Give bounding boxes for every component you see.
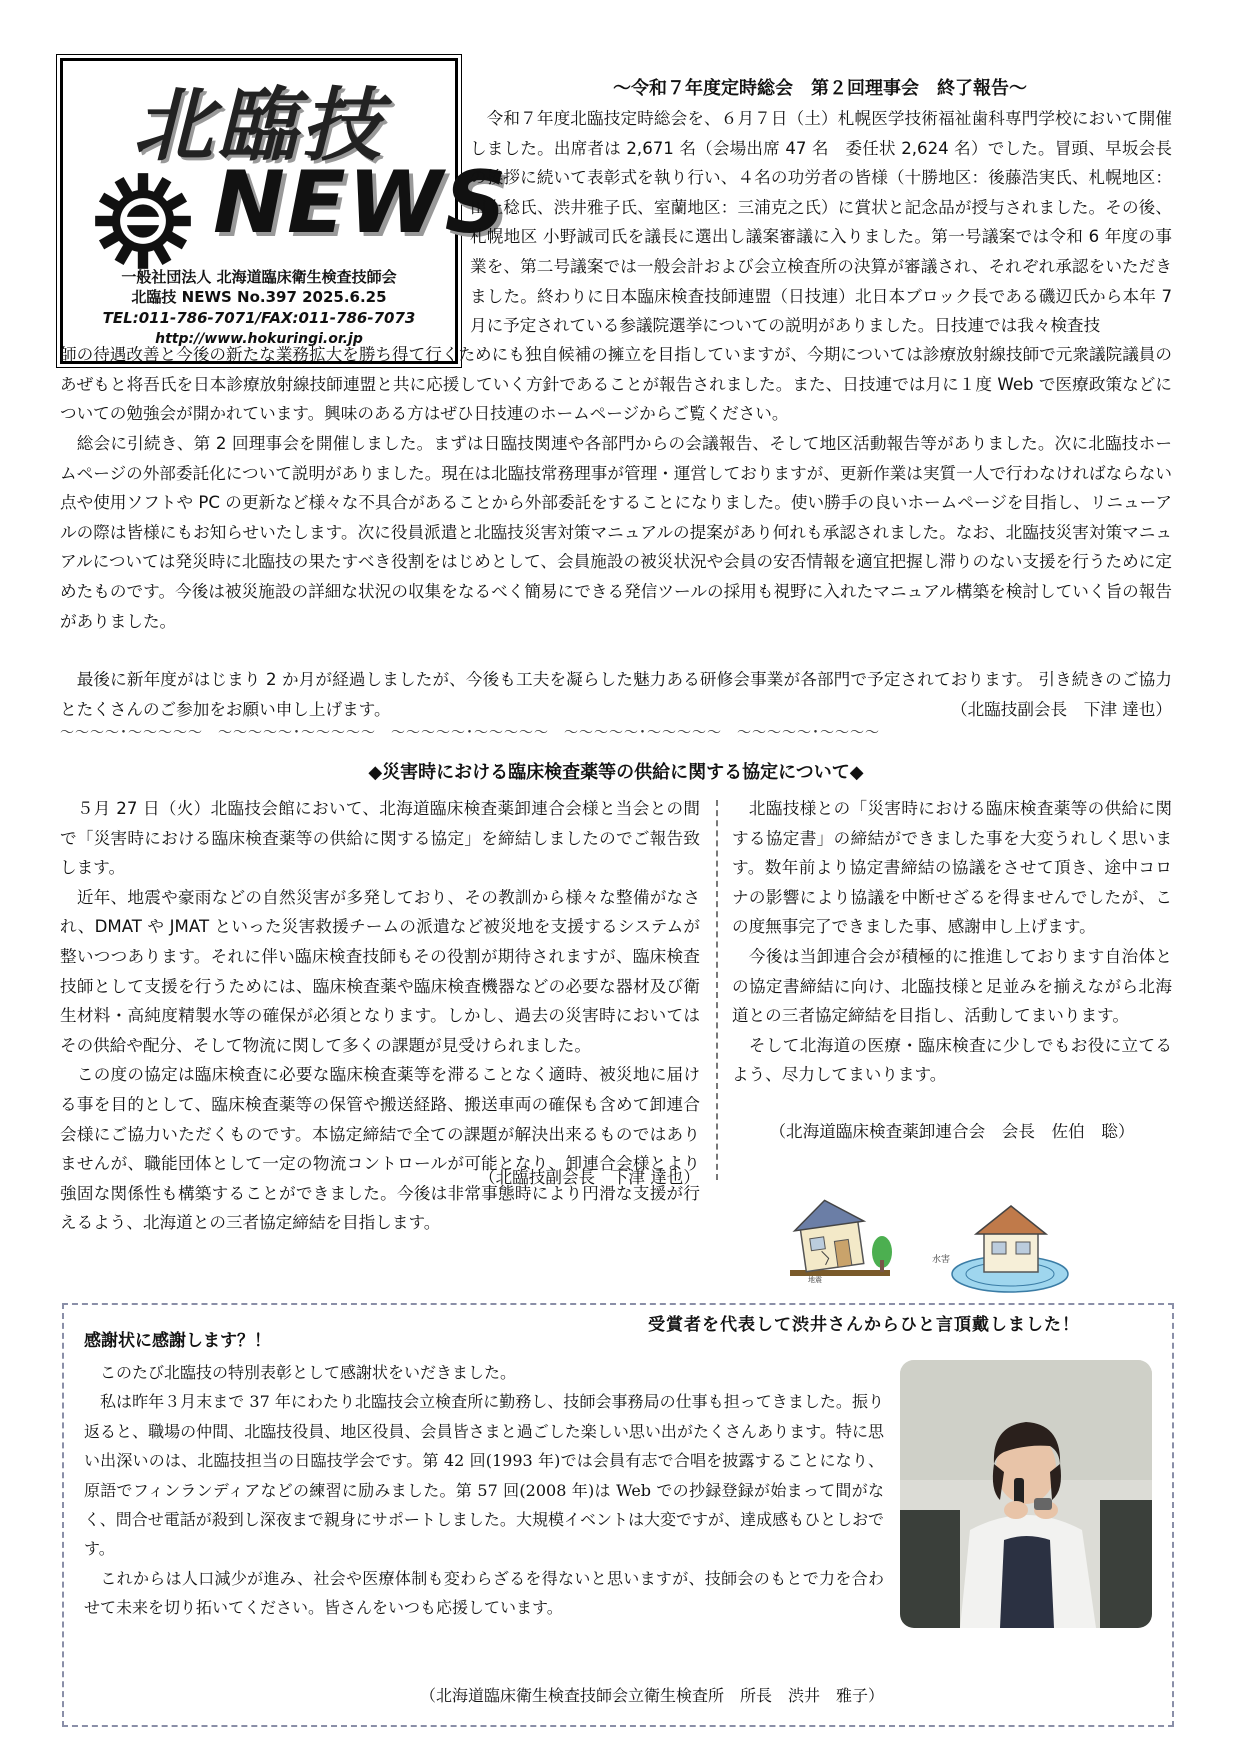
article1-paragraph-1: 令和７年度北臨技定時総会を、６月７日（土）札幌医学技術福祉歯科専門学校において開催しました。出席者は 2,671 名（会場出席 47 名 委任状 2,624 名）でした。冒頭、早坂会長の挨拶に続いて表彰式を執り行い、４名の功労者の皆様（十勝地区：後藤浩実氏、札幌地区：田上稔氏、渋井雅子氏、室蘭地区：三浦克之氏）に賞状と記念品が授与されました。その後、札幌地区 小野誠司氏を議長に選出し議案審議に入りました。第一号議案では令和 6 年度の事業を、第二号議案では一般会計および会立検査所の決算が審議され、それぞれ承認をいただきました。終わりに日本臨床検査技師連盟（日技連）北日本ブロック長である磯辺氏から本年 7 月に予定されている参議院選挙についての説明がありました。日技連では我々検査技 xyxy=(470,109,1178,336)
thanks-signature: （北海道臨床衛生検査技師会立衛生検査所 所長 渋井 雅子） xyxy=(419,1686,884,1705)
masthead xyxy=(60,58,509,364)
quake-label: 地震 xyxy=(808,1276,822,1284)
masthead-org: 一般社団法人 北海道臨床衛生検査技師会 xyxy=(121,268,397,286)
article2-right-signature: （北海道臨床検査薬卸連合会 会長 佐伯 聡） xyxy=(769,1122,1135,1141)
masthead-url[interactable]: http://www.hokuringi.or.jp xyxy=(155,331,363,347)
thanks-tagline: 受賞者を代表して渋井さんからひと言頂戴しました！ xyxy=(640,1310,1088,1335)
article2-left-signature: （北臨技副会長 下津 達也） xyxy=(479,1168,700,1187)
article2-left-column: ５月 27 日（火）北臨技会館において、北海道臨床検査薬卸連合会様と当会との間で「災害時における臨床検査薬等の供給に関する協定」を締結しましたのでご報告致します。 近年、地震や豪雨などの自然災害が多発しており、その教訓から様々な整備がなされ、DMAT や JMAT といった災害救援チームの派遣など被災地を支援するシステムが整いつつあります。それに伴い臨床検査技師もその役割が期待されますが、臨床検査技師として支援を行うためには、臨床検査薬や臨床検査機器などの必要な器材及び衛生材料・高純度精製水等の確保が必須となります。しかし、過去の災害時においてはその供給や配分、そして物流に関して多くの課題が見受けられました。 この度の協定は臨床検査に必要な臨床検査薬等を滞ることなく適時、被災地に届ける事を目的として、臨床検査薬等の保管や搬送経路、搬送車両の確保も含めて卸連合会様にご協力いただくものです。本協定締結で全ての課題が解決出来るものではありませんが、職能団体として一定の物流コントロールが可能となり、卸連合会様とより強固な関係性も構築することができました。今後は非常事態時により円滑な支援が行えるよう、北海道との三者協定締結を目指します。 xyxy=(60,799,700,1233)
flood-label: 水害 xyxy=(932,1255,951,1265)
flood-house-icon xyxy=(930,1196,1070,1296)
article1-paragraph-1-continued: 師の待遇改善と今後の新たな業務拡大を勝ち得て行くためにも独自候補の擁立を目指していますが、今期については診療放射線技師で元衆議院議員のあぜもと将吾氏を日本診療放射線技師連盟と共に応援していく方針であることが報告されました。また、日技連では月に１度 Web で医療政策などについての勉強会が開かれています。興味のある方はぜひ日技連のホームページからご覧ください。 xyxy=(60,345,1172,424)
thanks-title: 感謝状に感謝します？！ xyxy=(84,1331,271,1351)
earthquake-house-icon xyxy=(790,1194,900,1284)
article2-title: ◆災害時における臨床検査薬等の供給に関する協定について◆ xyxy=(368,762,864,783)
article2-right-column: 北臨技様との「災害時における臨床検査薬等の供給に関する協定書」の締結ができました事を大変うれしく思います。数年前より協定書締結の協議をさせて頂き、途中コロナの影響により協議を中断せざるを得ませんでしたが、この度無事完了できました事、感謝申し上げます。 今後は当卸連合会が積極的に推進しております自治体との協定書締結に向け、北臨技様と足並みを揃えながら北海道との三者協定締結を目指し、活動してまいります。 そして北海道の医療・臨床検査に少しでもお役に立てるよう、尽力してまいります。 xyxy=(732,799,1172,1085)
article1-paragraph-3: 最後に新年度がはじまり 2 か月が経過しましたが、今後も工夫を凝らした魅力ある研修会事業が各部門で予定されております。 引き続きのご協力とたくさんのご参加をお願い申し上げます。 xyxy=(60,670,1172,719)
column-divider xyxy=(716,800,718,1180)
article1-signature: （北臨技副会長 下津 達也） xyxy=(951,700,1172,719)
wave-divider: ～～～～･～～～～～ ～～～～～･～～～～～ ～～～～～･～～～～～ ～～～～～･～～～～～ ～～～～～･～～～～ xyxy=(60,725,880,741)
article1-title: ～令和７年度定時総会 第２回理事会 終了報告～ xyxy=(613,78,1027,99)
thanks-body: このたび北臨技の特別表彰として感謝状をいだきました。 私は昨年３月末まで 37 年にわたり北臨技会立検査所に勤務し、技師会事務局の仕事も担ってきました。振り返ると、職場の仲間、北臨技役員、地区役員、会員皆さまと過ごした楽しい思い出がたくさんあります。特に思い出深いのは、北臨技担当の日臨技学会です。第 42 回(1993 年)では会員有志で合唱を披露することになり、原語でフィンランディアなどの練習に励みました。第 57 回(2008 年)は Web での抄録登録が始まって間がなく、問合せ電話が殺到し深夜まで親身にサポートしました。大規模イベントは大変ですが、達成感もひとしおです。 これからは人口減少が進み、社会や医療体制も変わらざるを得ないと思いますが、技師会のもとで力を合わせて未来を切り拓いてください。皆さんをいつも応援しています。 xyxy=(84,1363,884,1618)
speaker-photo xyxy=(900,1360,1152,1628)
article1-paragraph-2: 総会に引続き、第 2 回理事会を開催しました。まずは日臨技関連や各部門からの会議報告、そして地区活動報告等がありました。次に北臨技ホームページの外部委託化について説明がありました。現在は北臨技常務理事が管理・運営しておりますが、更新作業は実質一人で行わなければならない点や使用ソフトや PC の更新など様々な不具合があることから外部委託をすることになりました。使い勝手の良いホームページを目指し、リニューアルの際は皆様にもお知らせいたします。次に役員派遣と北臨技災害対策マニュアルの提案があり何れも承認されました。なお、北臨技災害対策マニュアルについては発災時に北臨技の果たすべき役割をはじめとして、会員施設の被災状況や会員の安否情報を適宜把握し滞りのない支援を行うために定めたものです。今後は被災施設の詳細な状況の収集をなるべく簡易にできる発信ツールの採用も視野に入れたマニュアル構築を検討していく旨の報告がありました。 xyxy=(60,434,1172,631)
masthead-tel: TEL:011-786-7071/FAX:011-786-7073 xyxy=(102,309,416,327)
masthead-news: NEWS xyxy=(213,153,509,253)
hamt-emblem-icon xyxy=(91,169,195,273)
masthead-issue: 北臨技 NEWS No.397 2025.6.25 xyxy=(131,288,387,306)
masthead-title: 北臨技 xyxy=(133,79,385,172)
